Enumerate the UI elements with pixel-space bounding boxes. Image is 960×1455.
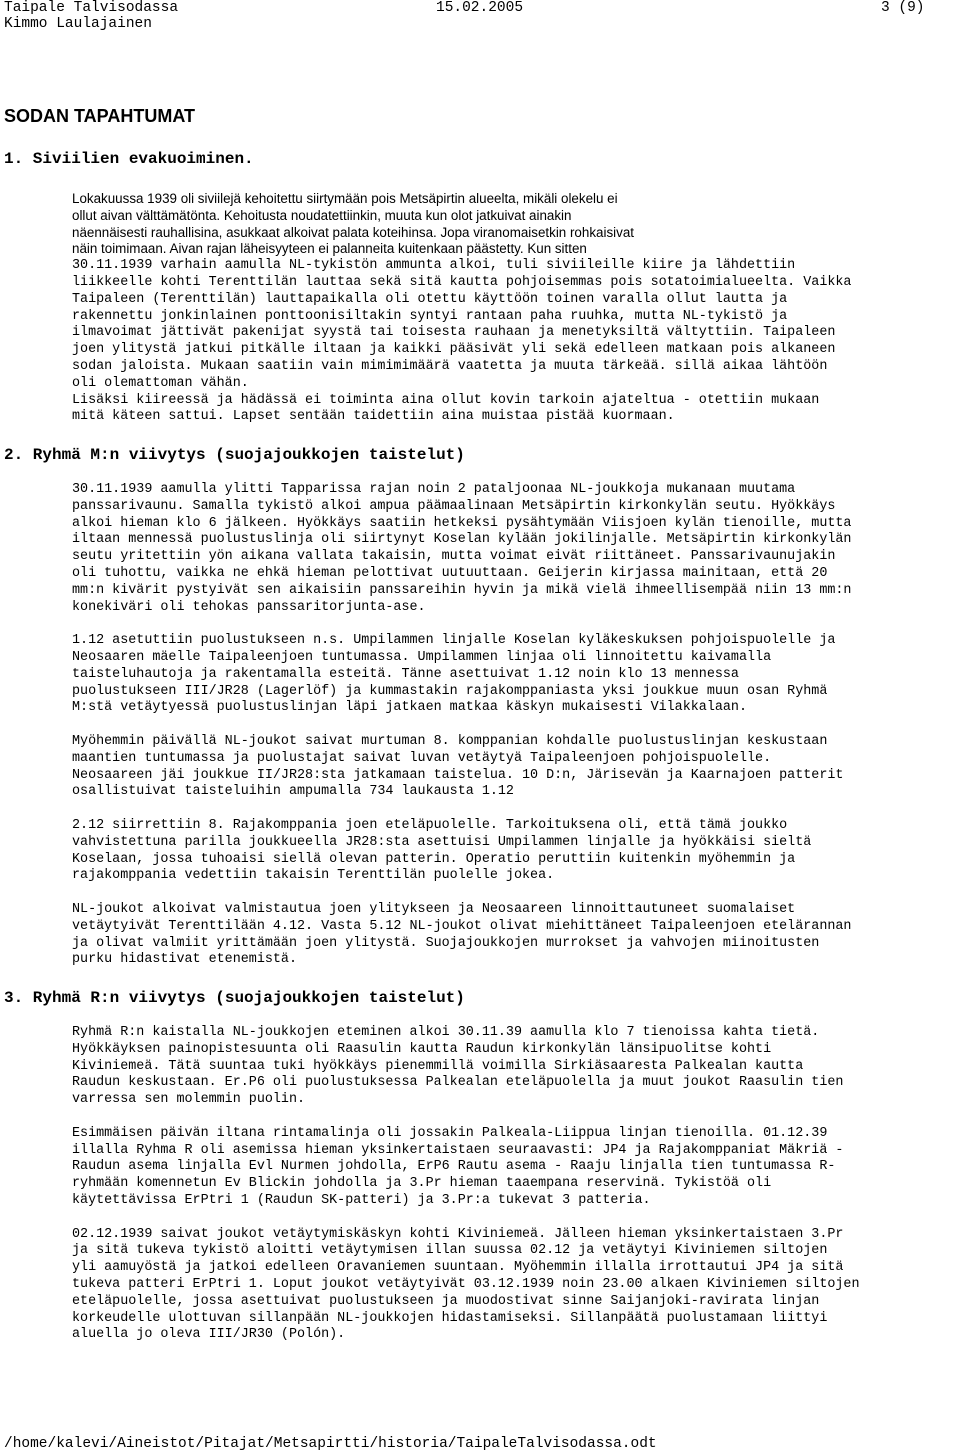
text-line: alkoi hieman klo 6 jälkeen. Hyökkäys saatiin hetkeksi pysähtymään Viisjoen kylän tienoille, mutta xyxy=(72,515,852,531)
text-line: Kiviniemeä. Tätä suuntaa tuki hyökkäys pienemmillä voimilla Sirkiäsaaresta Palkealan kautta xyxy=(72,1058,804,1074)
text-line: vetäytyivät Terenttilään 4.12. Vasta 5.12 NL-joukot olivat miehittäneet Taipaleenjoen etelärannan xyxy=(72,918,852,934)
text-line: iltaan mennessä puolustuslinja oli siirtynyt Koselan kylään jokilinjalle. Metsäpirtin kirkonkylän xyxy=(72,532,852,548)
paragraph xyxy=(72,818,960,885)
text-line: panssarivaunu. Samalla tykistö alkoi ampua päämaalinaan Metsäpirtin kirkonkylän seutu. Hyökkäys xyxy=(72,498,836,514)
text-line: NL-joukot alkoivat valmistautua joen ylitykseen ja Neosaareen linnoittautuneet suomalaiset xyxy=(72,901,796,917)
text-line: puolustukseen III/JR28 (Lagerlöf) ja kummastakin rajakomppaniasta yksi joukkue muun osan Ryhmä xyxy=(72,683,828,699)
text-line: Neosaaren mäelle Taipaleenjoen tuntumassa. Umpilammen linjaa oli linnoitettu kaivamalla xyxy=(72,649,772,665)
text-line: M:stä vetäytyessä puolustuslinjan läpi jatkaen matkaa käskyn mukaisesti Vilakkalaan. xyxy=(72,700,747,716)
paragraph xyxy=(72,1227,960,1345)
page-footer xyxy=(4,1436,657,1452)
section-3-heading: 3. Ryhmä R:n viivytys (suojajoukkojen taistelut) xyxy=(4,989,465,1007)
section-1-sans-text xyxy=(72,191,960,258)
text-line: Lisäksi kiireessä ja hädässä ei toiminta aina ollut kovin tarkoin ajateltua - otettiin mukaan xyxy=(72,392,820,408)
text-line: purku hidastivat etenemistä. xyxy=(72,952,297,968)
text-line: ja olivat valmiit yrittämään joen ylitystä. Suojajoukkojen murrokset ja vahvojen miinoitusten xyxy=(72,935,820,951)
text-line: Raudun keskustaan. Er.P6 oli puolustuksessa Palkealan eteläpuolella ja muut joukot Raasulin tien xyxy=(72,1075,844,1091)
text-line: ilmavoimat jättivät pakenijat syystä tai toisesta rauhaan ja menetyksiltä vältyttiin. Taipaleen xyxy=(72,325,836,341)
text-line: Neosaareen jäi joukkue II/JR28:sta jatkamaan taistelua. 10 D:n, Järisevän ja Kaarnajoen patterit xyxy=(72,767,844,783)
text-line: ollut aivan välttämätönta. Kehoitusta noudatettiinkin, muuta kun olot jatkuivat ainakin xyxy=(72,207,572,223)
text-line: mitä käteen sattui. Lapset sentään taidettiin aina muistaa pistää kuormaan. xyxy=(72,409,675,425)
text-line: aluella jo oleva III/JR30 (Polón). xyxy=(72,1327,346,1343)
page-header xyxy=(4,0,956,32)
text-line: taisteluhautoja ja rakentamalla esteitä. Tänne asettuivat 1.12 noin klo 13 mennessa xyxy=(72,666,739,682)
document-date: 15.02.2005 xyxy=(436,0,524,16)
text-line: eteläpuolelle, jossa asettuivat puolustukseen ja muodostivat sinne Saijanjoki-ravirata linjan xyxy=(72,1293,820,1309)
section-1-heading: 1. Siviilien evakuoiminen. xyxy=(4,150,254,168)
text-line: Lokakuussa 1939 oli siviilejä kehoitettu siirtymään pois Metsäpirtin alueelta, mikäli olekelu ei xyxy=(72,191,618,206)
text-line: osallistuivat taisteluihin ampumalla 734 laukausta 1.12 xyxy=(72,784,514,800)
text-line: 30.11.1939 varhain aamulla NL-tykistön ammunta alkoi, tuli siviileille kiire ja lähdettiin xyxy=(72,258,796,274)
page-number: 3 (9) xyxy=(881,0,925,16)
paragraph xyxy=(72,1126,960,1210)
text-line: maantien tuntumassa ja puolustajat saivat luvan vetäytyä Taipaleenjoen pohjoispuolelle. xyxy=(72,750,772,766)
text-line: rajakomppania vedettiin takaisin Terenttilän puolelle jokea. xyxy=(72,868,555,884)
text-line: vahvistettuna parilla joukkueella JR28:sta asettuisi Umpilammen linjalle ja hyökkäisi sieltä xyxy=(72,834,812,850)
text-line: oli tuhottu, vaikka ne ehkä hieman pelottivat uutuuttaan. Geijerin kirjassa mainitaan, että 20 xyxy=(72,565,828,581)
text-line: 30.11.1939 aamulla ylitti Tapparissa rajan noin 2 pataljoonaa NL-joukkoja mukanaan muutama xyxy=(72,482,796,497)
text-line: näin toimimaan. Aivan rajan läheisyyteen ei palanneita kuitenkaan päästetty. Kun sitten xyxy=(72,241,587,257)
text-line: 2.12 siirrettiin 8. Rajakomppania joen eteläpuolelle. Tarkoituksena oli, että tämä joukko xyxy=(72,817,788,833)
text-line: varressa sen molemmin puolin. xyxy=(72,1092,306,1108)
text-line: mm:n kivärit pystyivät sen aikaisiin panssareihin hyvin ja mikä vielä ihmeellisempää niin 13 mm:n xyxy=(72,582,852,598)
section-2-body xyxy=(72,482,960,969)
text-line: joen ylitystä jatkui pitkälle iltaan ja kaikki pääsivät yli sekä edelleen matkaan pois alkaneen xyxy=(72,342,836,358)
section-3-body xyxy=(72,1025,960,1344)
text-line: seutu yritettiin yön aikana vallata takaisin, mutta voimat eivät riittäneet. Panssarivaunujakin xyxy=(72,549,836,565)
section-1-mono-text xyxy=(72,258,960,426)
text-line: konekiväri oli tehokas panssaritorjunta-ase. xyxy=(72,599,426,615)
text-line: illalla Ryhma R oli asemissa hieman yksinkertaistaen seuraavasti: JP4 ja Rajakomppaniat Mäkriä - xyxy=(72,1142,844,1158)
text-line: Myöhemmin päivällä NL-joukot saivat murtuman 8. komppanian kohdalle puolustuslinjan keskustaan xyxy=(72,733,828,749)
paragraph xyxy=(72,1025,960,1109)
text-line: Ryhmä R:n kaistalla NL-joukkojen eteminen alkoi 30.11.39 aamulla klo 7 tienoissa kahta tietä. xyxy=(72,1025,820,1040)
main-title: SODAN TAPAHTUMAT xyxy=(4,106,195,126)
text-line: 02.12.1939 saivat joukot vetäytymiskäskyn kohti Kiviniemeä. Jälleen hieman yksinkertaistaen 3.Pr xyxy=(72,1226,844,1242)
section-1-body xyxy=(72,191,960,426)
paragraph xyxy=(72,482,960,616)
text-line: 1.12 asetuttiin puolustukseen n.s. Umpilammen linjalle Koselan kyläkeskuksen pohjoispuolelle ja xyxy=(72,633,836,649)
paragraph xyxy=(72,734,960,801)
text-line: näennäisesti rauhallisina, asukkaat alkoivat palata koteihinsa. Jopa viranomaisetkin rohkaisivat xyxy=(72,224,634,240)
text-line: ryhmään komennetun Ev Blickin johdolla ja 3.Pr hieman taaempana reservinä. Tykistöä oli xyxy=(72,1176,772,1192)
text-line: korkeudelle ulottuvan sillanpään NL-joukkojen hidastamiseksi. Sillanpäätä puolustamaan liittyi xyxy=(72,1310,828,1326)
text-line: käytettävissa ErPtri 1 (Raudun SK-patteri) ja 3.Pr:a tukevat 3 patteria. xyxy=(72,1192,651,1208)
file-path: /home/kalevi/Aineistot/Pitajat/Metsapirtti/historia/TaipaleTalvisodassa.odt xyxy=(4,1436,657,1452)
text-line: Hyökkäyksen painopistesuunta oli Raasulin kautta Raudun kirkonkylän länsipuolitse kohti xyxy=(72,1041,772,1057)
paragraph xyxy=(72,633,960,717)
text-line: oli olemattoman vähän. xyxy=(72,375,249,391)
section-2-heading: 2. Ryhmä M:n viivytys (suojajoukkojen taistelut) xyxy=(4,446,465,464)
text-line: sodan jaloista. Mukaan saatiin vain mimimimäärä vaatetta ja muuta tärkeää. sillä aikaa lähtöön xyxy=(72,358,828,374)
text-line: rakennettu jonkinlainen ponttoonisiltakin syntyi rantaan paha ruuhka, mutta NL-tykistö ja xyxy=(72,308,788,324)
document-title: Taipale Talvisodassa xyxy=(4,0,179,16)
document-author: Kimmo Laulajainen xyxy=(4,16,152,32)
text-line: Esimmäisen päivän iltana rintamalinja oli jossakin Palkeala-Liippua linjan tienoilla. 01.12.39 xyxy=(72,1125,828,1141)
text-line: ja sitä tukeva tykistö aloitti vetäytymisen illan suussa 02.12 ja vetäytyi Kiviniemen siltojen xyxy=(72,1243,828,1259)
text-line: liikkeelle kohti Terenttilän lauttaa sekä sitä kautta pohjoisemmas pois sotatoimialueelta. Vaikka xyxy=(72,274,852,290)
text-line: tukeva patteri ErPtri 1. Loput joukot vetäytyivät 03.12.1939 noin 23.00 alkaen Kiviniemen siltojen xyxy=(72,1276,860,1292)
text-line: Koselaan, jossa tuhoaisi siellä olevan patterin. Operatio peruttiin kuitenkin myöhemmin ja xyxy=(72,851,796,867)
text-line: Raudun asema linjalla Evl Nurmen johdolla, ErP6 Rautu asema - Raaju linjalla tien tuntumassa R- xyxy=(72,1159,836,1175)
text-line: Taipaleen (Terenttilän) lauttapaikalla oli otettu käyttöön toinen varalla ollut lautta ja xyxy=(72,291,788,307)
paragraph xyxy=(72,902,960,969)
text-line: yli aamuyöstä ja jatkoi edelleen Oravaniemen suuntaan. Myöhemmin illalla irrottautui JP4 ja sitä xyxy=(72,1260,844,1276)
